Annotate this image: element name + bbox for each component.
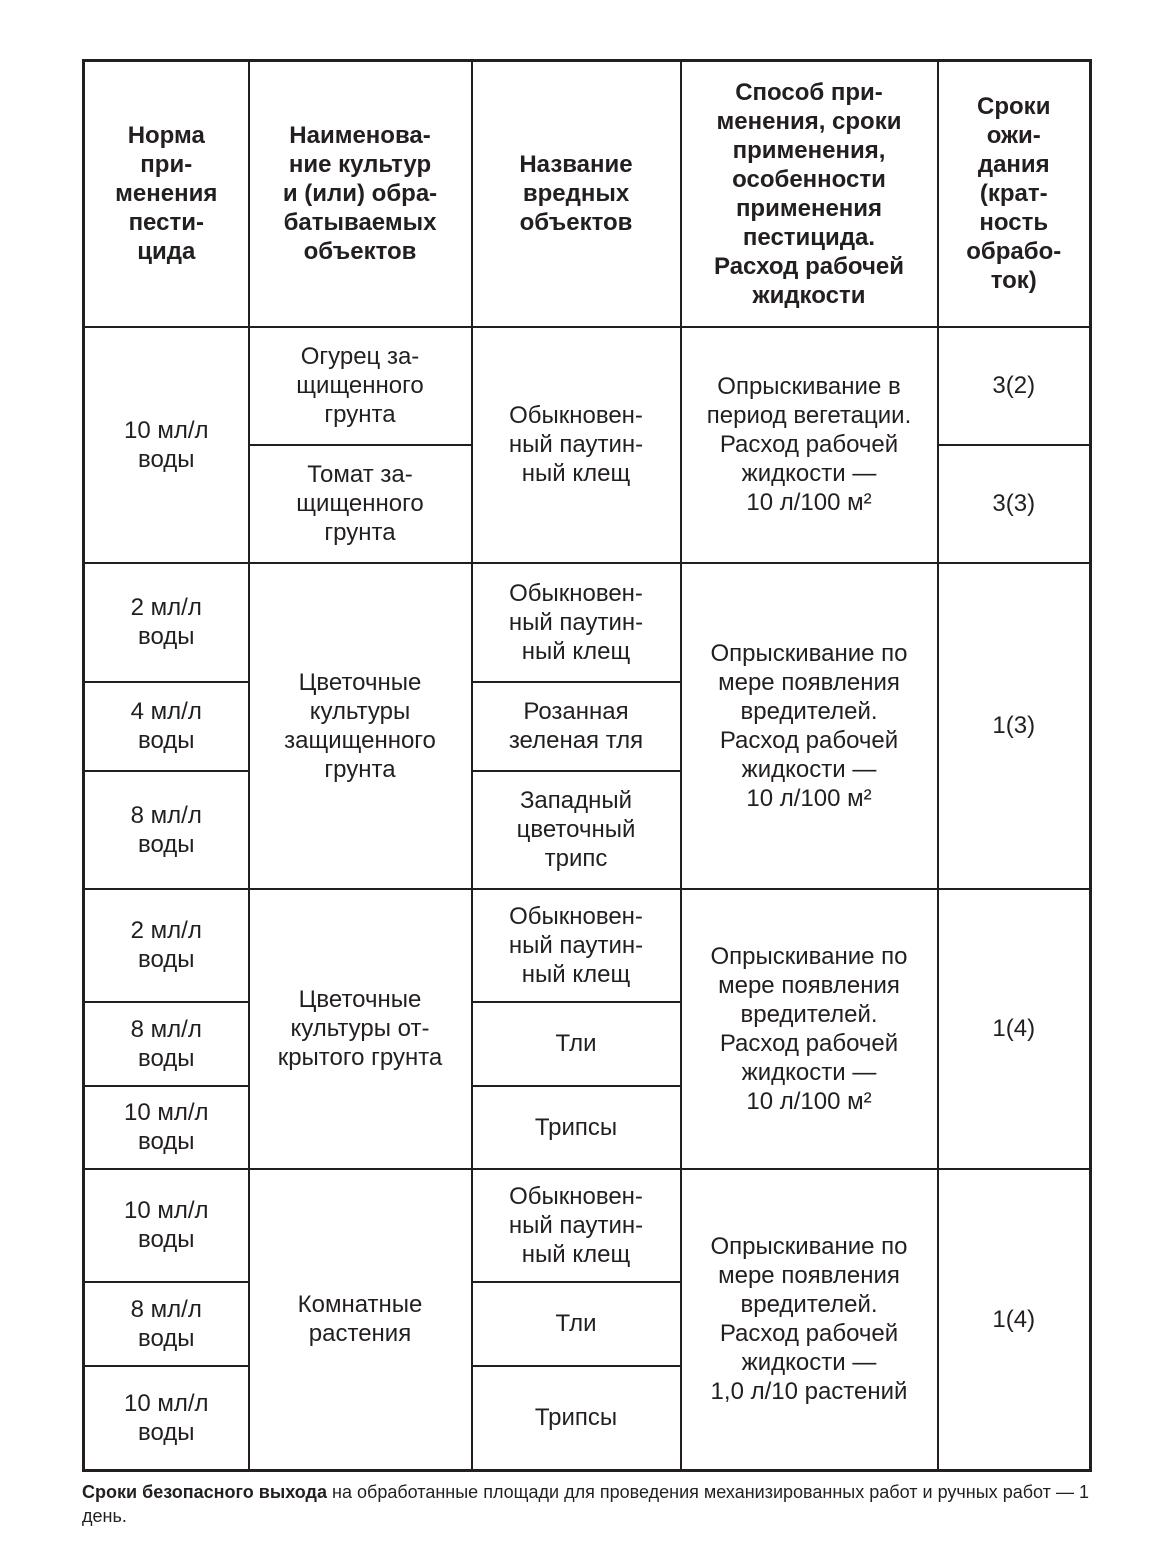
g1-method: Опрыскивание в период вегетации. Расход рабочей жидкости — 10 л/100 м² — [681, 327, 938, 563]
g2-crop: Цветочные культуры защищенного грунта — [249, 563, 472, 889]
g2-rate-3: 8 мл/л воды — [84, 771, 249, 889]
header-rate: Норма при- менения пести- цида — [84, 61, 249, 327]
g3-pest-3: Трипсы — [472, 1086, 681, 1169]
g4-rate-2: 8 мл/л воды — [84, 1282, 249, 1366]
table-row — [84, 889, 1091, 1002]
g4-pest-1: Обыкновен- ный паутин- ный клещ — [472, 1169, 681, 1282]
header-wait: Сроки ожи- дания (крат- ность обрабо- ток) — [938, 61, 1091, 327]
header-row — [84, 61, 1091, 327]
g4-pest-2: Тли — [472, 1282, 681, 1366]
g2-rate-1: 2 мл/л воды — [84, 563, 249, 682]
g4-pest-3: Трипсы — [472, 1366, 681, 1471]
g2-wait: 1(3) — [938, 563, 1091, 889]
g1-crop-cucumber: Огурец за- щищенного грунта — [249, 327, 472, 445]
g3-rate-3: 10 мл/л воды — [84, 1086, 249, 1169]
table-row — [84, 563, 1091, 682]
table-row — [84, 327, 1091, 445]
g2-method: Опрыскивание по мере появления вредителей. Расход рабочей жидкости — 10 л/100 м² — [681, 563, 938, 889]
g1-wait-2: 3(3) — [938, 445, 1091, 563]
g4-method: Опрыскивание по мере появления вредителей. Расход рабочей жидкости — 1,0 л/10 растений — [681, 1169, 938, 1471]
g3-rate-2: 8 мл/л воды — [84, 1002, 249, 1086]
g3-wait: 1(4) — [938, 889, 1091, 1169]
pesticide-table — [82, 59, 1092, 1472]
safety-note-bold: Сроки безопасного выхода — [82, 1482, 327, 1502]
g3-crop: Цветочные культуры от- крытого грунта — [249, 889, 472, 1169]
header-crops: Наименова- ние культур и (или) обра- батываемых объектов — [249, 61, 472, 327]
g2-pest-1: Обыкновен- ный паутин- ный клещ — [472, 563, 681, 682]
g2-pest-2: Розанная зеленая тля — [472, 682, 681, 771]
g1-wait-1: 3(2) — [938, 327, 1091, 445]
safety-note — [82, 1480, 1089, 1528]
g4-rate-3: 10 мл/л воды — [84, 1366, 249, 1471]
g3-method: Опрыскивание по мере появления вредителей. Расход рабочей жидкости — 10 л/100 м² — [681, 889, 938, 1169]
g1-pest: Обыкновен- ный паутин- ный клещ — [472, 327, 681, 563]
header-pests: Название вредных объектов — [472, 61, 681, 327]
g2-rate-2: 4 мл/л воды — [84, 682, 249, 771]
g4-rate-1: 10 мл/л воды — [84, 1169, 249, 1282]
g4-crop: Комнатные растения — [249, 1169, 472, 1471]
g3-pest-2: Тли — [472, 1002, 681, 1086]
header-method: Способ при- менения, сроки применения, особенности применения пестицида. Расход рабочей жидкости — [681, 61, 938, 327]
table-row — [84, 1169, 1091, 1282]
g2-pest-3: Западный цветочный трипс — [472, 771, 681, 889]
g4-wait: 1(4) — [938, 1169, 1091, 1471]
g3-pest-1: Обыкновен- ный паутин- ный клещ — [472, 889, 681, 1002]
safety-note-text: на обработанные площади для проведения механизированных работ и ручных работ — 1 день. — [82, 1482, 1089, 1526]
g1-crop-tomato: Томат за- щищенного грунта — [249, 445, 472, 563]
g1-rate: 10 мл/л воды — [84, 327, 249, 563]
g3-rate-1: 2 мл/л воды — [84, 889, 249, 1002]
